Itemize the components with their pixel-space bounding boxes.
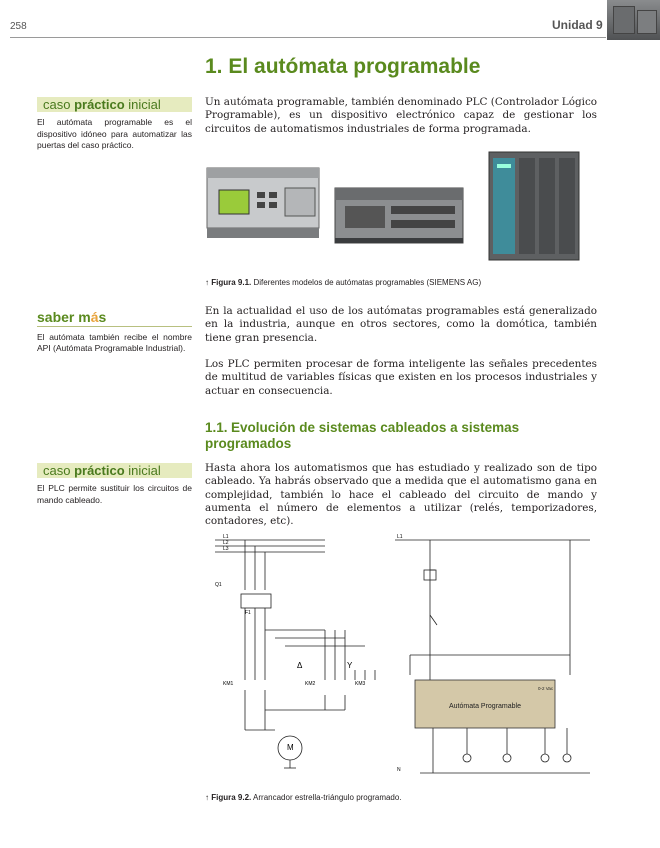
label-km2: KM2 xyxy=(305,681,316,687)
paragraph-3: Los PLC permiten procesar de forma inteligente las señales precedentes de multitud de variables físicas que existen en los procesos industriales y actuar en consecuencia. xyxy=(205,358,597,397)
subsection-title: 1.1. Evolución de sistemas cableados a sistemas programados xyxy=(205,420,520,451)
label-delta: Δ xyxy=(297,661,303,670)
label-star: Y xyxy=(347,661,353,670)
header-rule xyxy=(10,37,606,38)
label-l2: L2 xyxy=(223,540,229,546)
control-circuit xyxy=(395,540,590,773)
sidebar-box-heading: caso práctico inicial xyxy=(37,97,192,112)
label-km3: KM3 xyxy=(355,681,366,687)
paragraph-2: En la actualidad el uso de los autómatas programables está generalizado en la industria, aunque en otros sectores, como la domótica, también tiene gran presencia. xyxy=(205,305,597,344)
figure-9-1-caption: ↑ Figura 9.1. Diferentes modelos de autómatas programables (SIEMENS AG) xyxy=(205,278,482,287)
s7-300-plc-image xyxy=(489,152,579,260)
paragraph-4: Hasta ahora los automatismos que has estudiado y realizado son de tipo cableado. Ya habrás observado que a medida que el automatismo gana en complejidad, también lo hace el cableado del circuito de mando y aumenta el número de elementos a utilizar (relés, temporizadores, contadores, etc). xyxy=(205,462,597,528)
unit-thumbnail-image xyxy=(607,0,660,40)
section-title: 1. El autómata programable xyxy=(205,55,481,78)
sidebar-box-saber-mas xyxy=(37,309,192,355)
page-header xyxy=(0,0,660,42)
label-f1: F1 xyxy=(245,610,251,616)
plc-label: Autómata Programable xyxy=(449,703,521,710)
label-n: N xyxy=(397,767,401,773)
sidebar-box-heading: saber más xyxy=(37,312,192,327)
logo-plc-image xyxy=(207,168,319,238)
plc-box xyxy=(415,680,555,728)
label-control-l1: L1 xyxy=(397,534,403,540)
intro-paragraph: Un autómata programable, también denominado PLC (Controlador Lógico Programable), es un dispositivo electrónico capaz de gestionar los circuitos de automatismos industriales de forma programada. xyxy=(205,96,598,135)
page-number: 258 xyxy=(10,21,27,32)
label-l1: L1 xyxy=(223,534,229,540)
label-l3: L3 xyxy=(223,546,229,552)
sidebar-box-caso-practico-2 xyxy=(37,463,192,506)
sidebar-box-caso-practico-1 xyxy=(37,97,192,152)
figure-9-2-caption: ↑ Figura 9.2. Arrancador estrella-triángulo programado. xyxy=(205,793,402,802)
unit-label: Unidad 9 xyxy=(552,18,603,32)
star-delta-starter-diagram xyxy=(205,530,605,785)
power-circuit xyxy=(215,540,375,768)
label-motor: M xyxy=(287,743,294,752)
label-km1: KM1 xyxy=(223,681,234,687)
label-q1: Q1 xyxy=(215,582,222,588)
sidebar-box-heading: caso práctico inicial xyxy=(37,463,192,478)
sidebar-box-text: El PLC permite sustituir los circuitos de mando cableado. xyxy=(37,483,192,505)
plc-models-photos xyxy=(205,150,600,270)
plc-supply-label: 0-2 Vac xyxy=(538,686,554,691)
s7-200-plc-image xyxy=(335,188,463,243)
sidebar-box-text: El autómata programable es el dispositivo idóneo para automatizar las puertas del caso práctico. xyxy=(37,117,192,150)
sidebar-box-text: El autómata también recibe el nombre API (Autómata Programable Industrial). xyxy=(37,331,192,353)
